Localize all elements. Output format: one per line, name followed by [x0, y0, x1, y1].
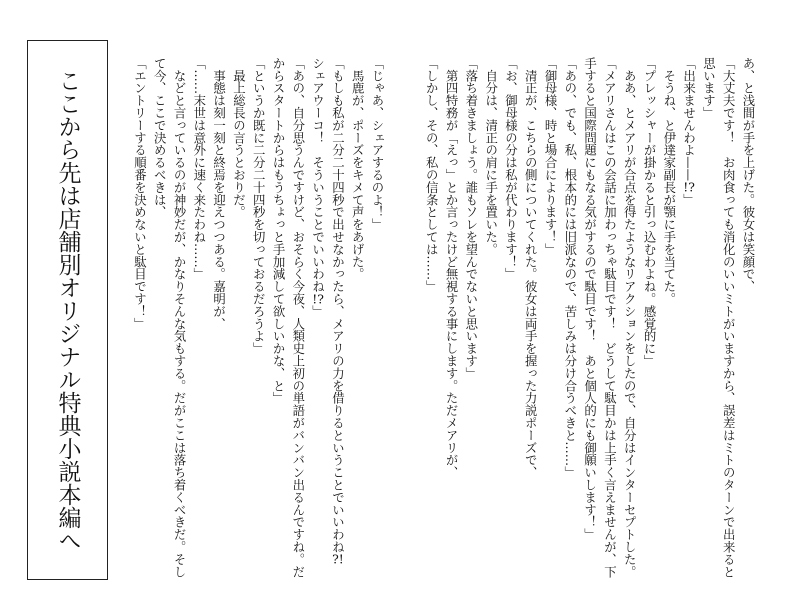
- text-line: 「メアリさんはこの会話に加わっちゃ駄目です！ どうして駄目かは上手く言えませんが、下: [602, 57, 618, 578]
- text-line: 「というか既に二分二十四秒を切っておるだろうよ」: [251, 57, 267, 355]
- text-line: あ、と浅間が手を上げた。彼女は笑顔で、: [741, 57, 756, 293]
- text-line: 事態は刻一刻と終焉を迎えつつある。嘉明が、: [211, 57, 227, 330]
- text-line: 清正が、こちらの側についてくれた。彼女は両手を握った力説ポーズで、: [523, 57, 539, 479]
- text-line: 馬鹿が、ポーズをキメて声をあげた。: [350, 57, 366, 281]
- text-line: 「あの、自分思うんですけど、おそらく今夜、人類史上初の単語がバンバン出るんですね。だ: [290, 57, 306, 578]
- text-line: 「じゃあ、シェアするのよ！」: [370, 57, 385, 231]
- text-line: ああ、とメアリが合点を得たようなリアクションをしたので、自分はインターセプトした。: [622, 57, 638, 578]
- text-line: からスタートからはもうちょっと手加減して欲しいかな、と」: [271, 57, 287, 405]
- text-line: 「御母様、時と場合によります！」: [543, 57, 559, 256]
- text-line: シェアウーコ！ そういうことでいいわね!?」: [310, 57, 326, 318]
- text-line: そうね、と伊達家副長が顎に手を当てた。: [661, 57, 677, 305]
- text-line: 「プレッシャーが掛かると引っ込むわよね。感覚的に」: [642, 57, 658, 367]
- text-line: 「大丈夫です！ お肉食っても消化のいいミトがいますから、誤差はミトのターンで出来ると: [721, 57, 737, 578]
- text-line: 「落ち着きましょう。誰もソレを望んでないと思います」: [463, 57, 479, 380]
- left-page-text: [129, 57, 387, 579]
- text-line: 自分は、清正の肩に手を置いた。: [483, 57, 499, 256]
- notice-box: [27, 40, 108, 580]
- text-line: 「出来ませんわよ——!?」: [681, 57, 697, 206]
- right-page-text: [421, 57, 758, 579]
- text-line: 「もしも私が二分二十四秒で出せなかったら、メアリの力を借りるということでいいわね?!: [330, 57, 346, 566]
- text-line: 「あの、でも、私、根本的には旧派なので、苦しみは分け合うべきと……」: [562, 57, 578, 479]
- text-line: 手すると国際問題にもなる気がするので駄目です！ あと個人的にも御願いします！」: [582, 57, 598, 541]
- text-line: などと言っているのが神妙だが、かなりそんな気もする。だがここは落ち着くべきだ。そし: [172, 57, 188, 578]
- text-line: 「エントリーする順番を決めないと駄目です！」: [132, 57, 148, 330]
- text-line: 「お、御母様の分は私が代わります！」: [503, 57, 519, 281]
- notice-text: ここから先は店舗別オリジナル特典小説本編へ: [54, 68, 81, 552]
- text-line: 最上総長の言うとおりだ。: [231, 57, 247, 219]
- text-line: て今、ここで決めるべきは、: [152, 57, 168, 219]
- text-line: 第四特務が「えっ」とか言ったけど無視する事にします。ただメアリが、: [444, 57, 460, 479]
- text-line: 「しかし、その、私の信条としては……」: [424, 57, 440, 293]
- text-line: 思います」: [701, 57, 717, 119]
- text-line: 「……末世は意外に速く来たわね……」: [191, 57, 207, 281]
